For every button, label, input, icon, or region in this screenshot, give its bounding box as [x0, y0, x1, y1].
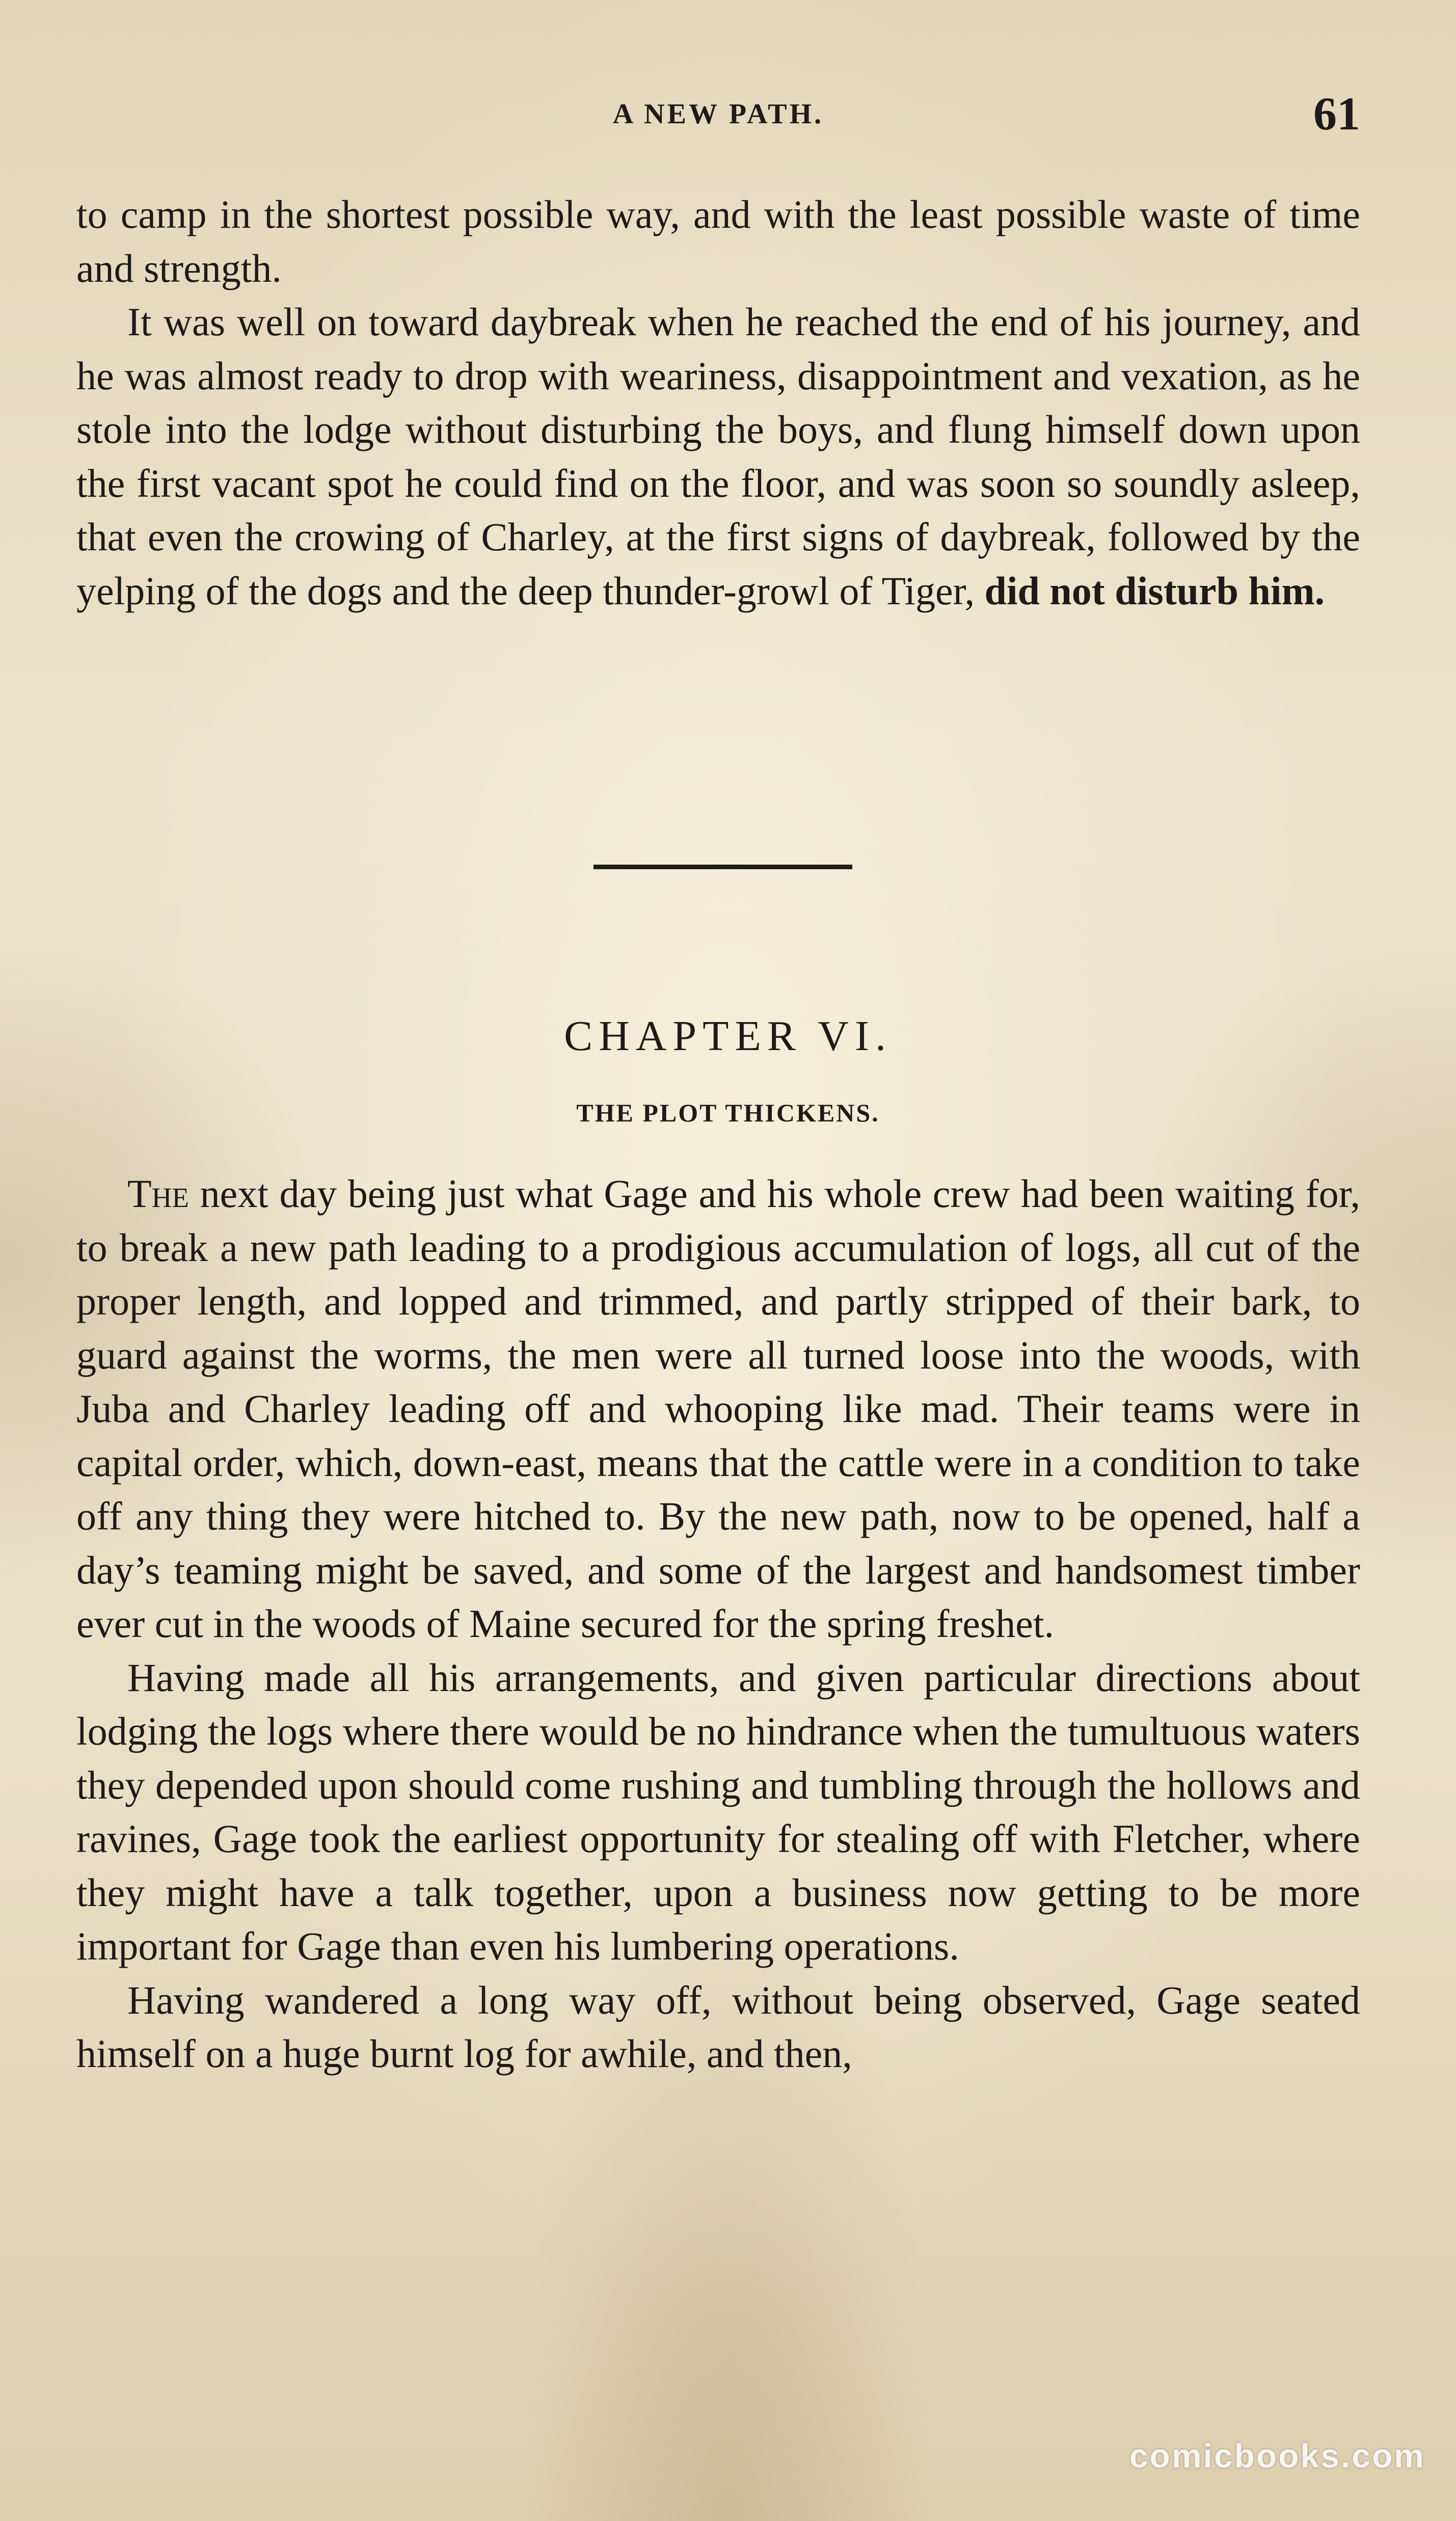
section-end-text	[76, 187, 1360, 618]
chapter-body-text	[76, 1167, 1360, 2081]
paragraph-lead-word: The	[127, 1171, 189, 1216]
paragraph-text: Having wandered a long way off, without being observed, Gage seated himself on a huge burnt log for awhile, and then,	[76, 1977, 1360, 2076]
paragraph	[76, 1973, 1360, 2081]
chapter-title: CHAPTER VI.	[564, 1012, 892, 1060]
page-number: 61	[1313, 88, 1360, 140]
running-head	[76, 87, 1360, 143]
paragraph-text: Having made all his arrangements, and given particular directions about lodging the logs where there would be no hindrance when the tumultuous waters they depended upon should come rushing and tumbling through the hollows and ravines, Gage took the earliest opportunity for stealing off with Fletcher, where they might have a talk together, upon a business now getting to be more important for Gage than even his lumbering operations.	[76, 1655, 1360, 1968]
running-title: A NEW PATH.	[612, 98, 824, 130]
paragraph-text: It was well on toward daybreak when he reached the end of his journey, and he was almost ready to drop with weariness, disappointment and vexation, as he stole into the lodge without disturbing the boys, and flung himself down upon the first vacant spot he could find on the floor, and was soon so soundly asleep, that even the crowing of Charley, at the first signs of daybreak, followed by the yelping of the dogs and the deep thunder-growl of Tiger,	[76, 300, 1360, 613]
paragraph-text-bold: did not disturb him.	[984, 568, 1325, 613]
paragraph-text: to camp in the shortest possible way, and with the least possible waste of time and strength.	[76, 192, 1360, 290]
paragraph-text: next day being just what Gage and his whole crew had been waiting for, to break a new path leading to a prodigious accumulation of logs, all cut of the proper length, and lopped and trimmed, and partly stripped of their bark, to guard against the worms, the men were all turned loose into the woods, with Juba and Charley leading off and whooping like mad. Their teams were in capital order, which, down-east, means that the cattle were in a condition to take off any thing they were hitched to. By the new path, now to be opened, half a day’s teaming might be saved, and some of the largest and handsomest timber ever cut in the woods of Maine secured for the spring freshet.	[76, 1171, 1360, 1646]
watermark: comicbooks.com	[1129, 2437, 1425, 2475]
paragraph	[76, 1167, 1360, 1651]
paragraph	[76, 187, 1360, 295]
section-divider	[594, 865, 852, 869]
paragraph	[76, 295, 1360, 618]
paragraph	[76, 1651, 1360, 1973]
chapter-subtitle: THE PLOT THICKENS.	[576, 1098, 880, 1127]
